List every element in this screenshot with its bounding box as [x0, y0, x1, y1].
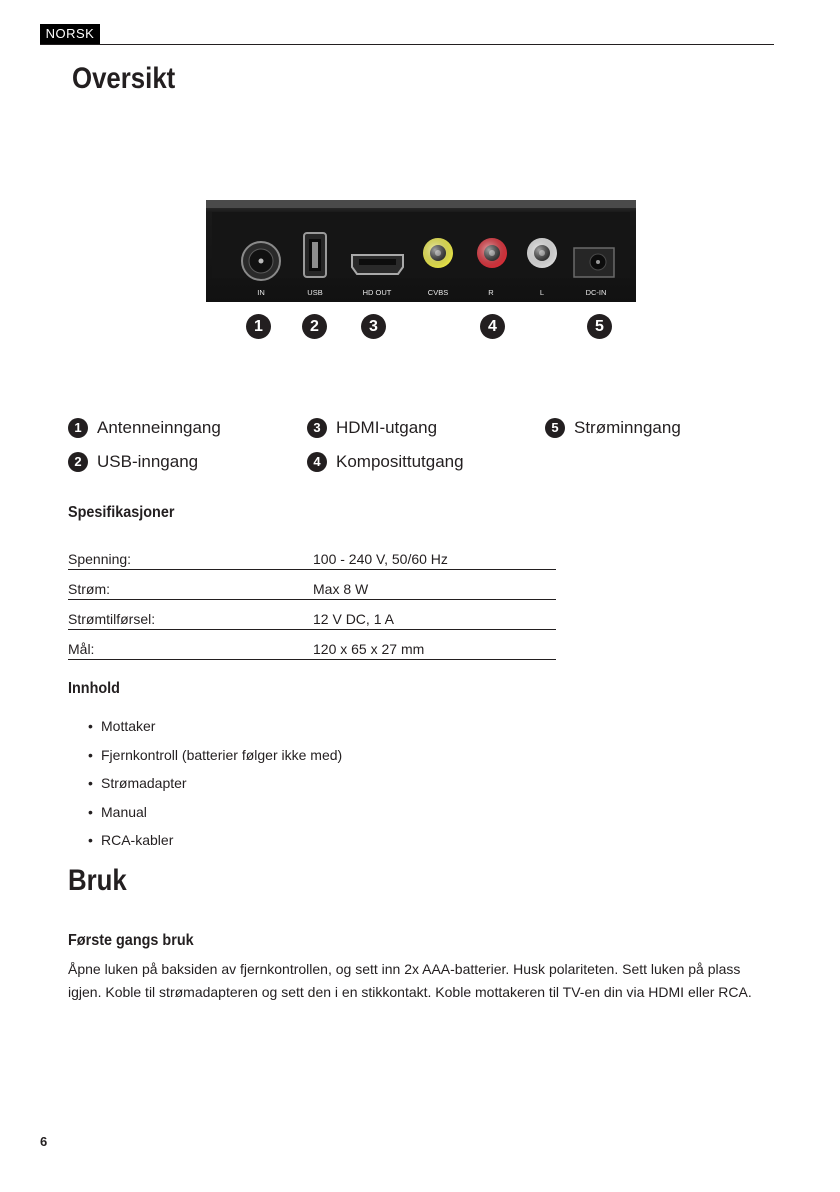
- legend-number: 4: [307, 452, 327, 472]
- spec-key: Strømtilførsel:: [68, 611, 156, 627]
- spec-key: Strøm:: [68, 581, 110, 597]
- legend-item: [307, 418, 437, 438]
- legend-number: 1: [68, 418, 88, 438]
- legend-label: HDMI-utgang: [336, 418, 438, 437]
- list-item: • RCA-kabler: [88, 832, 174, 849]
- callout-badge: 5: [587, 314, 612, 339]
- list-item-text: Fjernkontroll (batterier følger ikke med): [101, 746, 343, 763]
- callout-badge: 3: [361, 314, 386, 339]
- spec-value: 12 V DC, 1 A: [313, 611, 394, 627]
- port-label-r: R: [488, 288, 494, 297]
- hdmi-port: [352, 255, 403, 274]
- port-label-usb: USB: [307, 288, 323, 297]
- list-item-text: RCA-kabler: [101, 832, 174, 849]
- specs-table: [68, 540, 556, 660]
- header-rule: [40, 44, 774, 45]
- spec-value: Max 8 W: [313, 581, 369, 597]
- spec-key: Mål:: [68, 641, 95, 657]
- legend-label: USB-inngang: [97, 452, 199, 471]
- receiver-back-panel-illustration: [206, 200, 636, 302]
- legend-number: 2: [68, 452, 88, 472]
- legend-item: [307, 452, 464, 472]
- port-label-hdout: HD OUT: [362, 288, 392, 297]
- callout-badge: 4: [480, 314, 505, 339]
- list-item: • Strømadapter: [88, 775, 187, 792]
- contents-list: [88, 712, 342, 855]
- antenna-in-port: [242, 242, 280, 280]
- spec-value: 100 - 240 V, 50/60 Hz: [313, 551, 448, 567]
- list-item-text: Strømadapter: [101, 775, 187, 792]
- specs-heading: Spesifikasjoner: [68, 504, 175, 521]
- first-use-heading: Første gangs bruk: [68, 932, 194, 949]
- list-item: • Manual: [88, 803, 147, 820]
- port-callouts: [0, 314, 840, 340]
- spec-row: [68, 600, 556, 630]
- callout-badge: 1: [246, 314, 271, 339]
- language-tab: NORSK: [40, 24, 100, 44]
- port-label-cvbs: CVBS: [427, 288, 449, 297]
- legend-label: Strøminngang: [574, 418, 681, 437]
- usb-port: [304, 233, 326, 277]
- legend-item: [68, 452, 198, 472]
- list-item-text: Manual: [101, 803, 147, 820]
- dc-in-port: [574, 248, 614, 277]
- l-audio-port: [527, 238, 557, 268]
- legend-item: [545, 418, 681, 438]
- first-use-paragraph: Åpne luken på baksiden av fjernkontrollen, og sett inn 2x AAA-batterier. Husk polariteten. Sett luken på plass igjen. Koble til strømadapteren og sett den i en stikkontakt. Koble mottakeren til TV-en din via HDMI eller RCA.: [68, 961, 752, 1000]
- legend-label: Komposittutgang: [336, 452, 464, 471]
- panel-top-edge: [206, 200, 636, 208]
- spec-key: Spenning:: [68, 551, 132, 567]
- page-number: 6: [40, 1134, 48, 1149]
- contents-heading: Innhold: [68, 680, 120, 697]
- legend-number: 5: [545, 418, 565, 438]
- usage-heading: Bruk: [68, 864, 127, 897]
- legend-number: 3: [307, 418, 327, 438]
- legend-label: Antenneinngang: [97, 418, 221, 437]
- cvbs-port: [423, 238, 453, 268]
- list-item: • Mottaker: [88, 718, 156, 735]
- port-label-dcin: DC-IN: [585, 288, 607, 297]
- callout-badge: 2: [302, 314, 327, 339]
- spec-row: [68, 540, 556, 570]
- port-label-in: IN: [257, 288, 265, 297]
- spec-row: [68, 630, 556, 660]
- spec-value: 120 x 65 x 27 mm: [313, 641, 425, 657]
- port-label-l: L: [539, 288, 545, 297]
- spec-row: [68, 570, 556, 600]
- list-item: • Fjernkontroll (batterier følger ikke med): [88, 746, 343, 763]
- r-audio-port: [477, 238, 507, 268]
- list-item-text: Mottaker: [101, 718, 156, 735]
- port-legend: [0, 418, 840, 478]
- overview-heading: Oversikt: [72, 62, 176, 95]
- legend-item: [68, 418, 221, 438]
